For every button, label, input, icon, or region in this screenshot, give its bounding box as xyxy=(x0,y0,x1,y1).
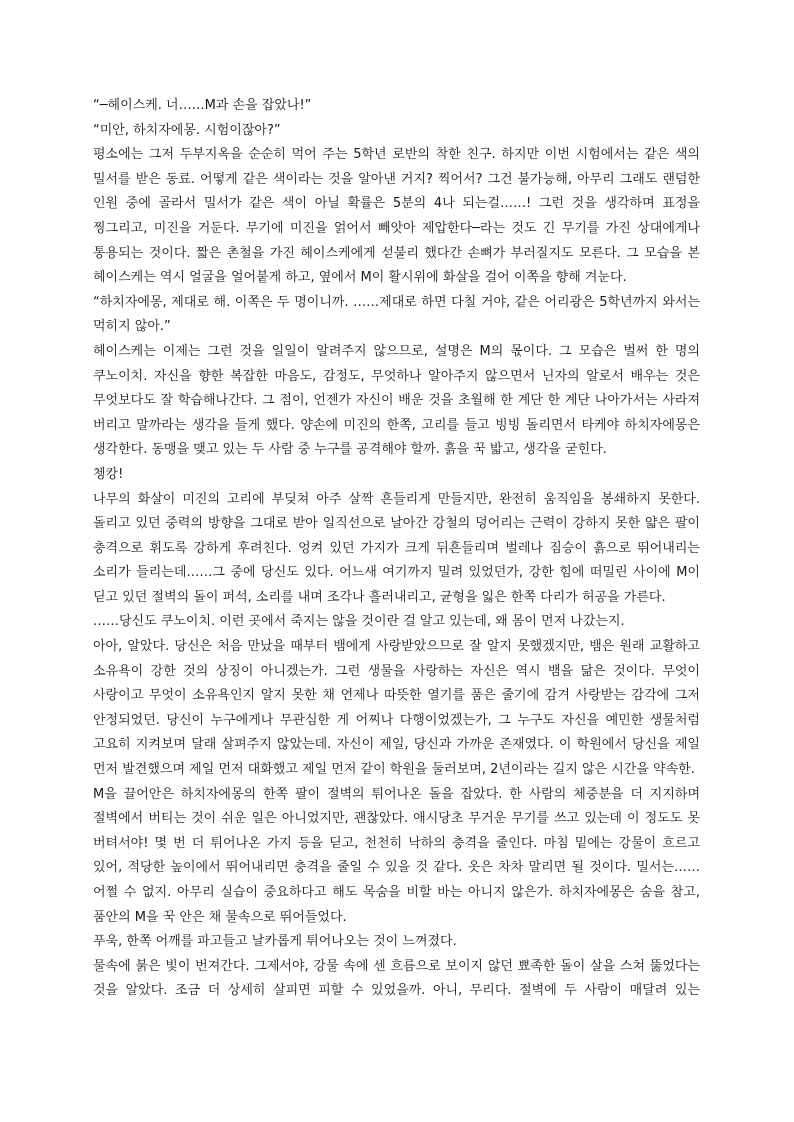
paragraph-11: 푸욱, 한쪽 어깨를 파고들고 날카롭게 튀어나오는 것이 느껴졌다. xyxy=(93,934,457,950)
paragraph-12: 물속에 붉은 빛이 번져간다. 그제서야, 강물 속에 센 흐름으로 보이지 않던 뾰족한 돌이 살을 스쳐 뚫었다는 것을 알았다. 조금 더 상세히 살피면 피할 수 있었을까. 아니, 무리다. 절벽에 두 사람이 매달려 있는 xyxy=(93,958,700,999)
paragraph-6: 쳉캉! xyxy=(93,466,124,482)
paragraph-10: M을 끌어안은 하치자에몽의 한쪽 팔이 절벽의 튀어나온 돌을 잡았다. 한 사람의 체중분을 더 지지하며 절벽에서 버티는 것이 쉬운 일은 아니었지만, 괜찮았다. 애시당초 무거운 무기를 쓰고 있는데 이 정도도 못 버텨서야! 몇 번 더 튀어나온 가지 등을 딛고, 천천히 낙하의 충격을 줄인다. 마침 밑에는 강물이 흐르고 있어, 적당한 높이에서 뛰어내리면 충격을 줄일 수 있을 것 같다. 옷은 차차 말리면 될 것이다. 밀서는…… 어쩔 수 없지. 아무리 실습이 중요하다고 해도 목숨을 비할 바는 아니지 않은가. 하치자에몽은 숨을 참고, 품안의 M을 꾹 안은 채 물속으로 뛰어들었다. xyxy=(93,786,700,925)
paragraph-8: ……당신도 쿠노이치. 이런 곳에서 죽지는 않을 것이란 걸 알고 있는데, 왜 몸이 먼저 나갔는지. xyxy=(93,614,625,630)
paragraph-7: 나무의 화살이 미진의 고리에 부딪쳐 아주 살짝 흔들리게 만들지만, 완전히 움직임을 봉쇄하지 못한다. 돌리고 있던 중력의 방향을 그대로 받아 일직선으로 날아간 강철의 덩어리는 근력이 강하지 못한 얇은 팔이 충격으로 휘도록 강하게 후려친다. 엉켜 있던 가지가 크게 뒤흔들리며 벌레나 짐승이 흙으로 뛰어내리는 소리가 들리는데……그 중에 당신도 있다. 어느새 여기까지 밀려 있었던가, 강한 힘에 떠밀린 사이에 M이 딛고 있던 절벽의 돌이 퍼석, 소리를 내며 조각나 흘러내리고, 균형을 잃은 한쪽 다리가 허공을 가른다. xyxy=(93,491,700,605)
paragraph-4: “하치자에몽, 제대로 해. 이쪽은 두 명이니까. ……제대로 하면 다칠 거야, 같은 어리광은 5학년까지 와서는 먹히지 않아.” xyxy=(93,294,700,335)
paragraph-9: 아아, 알았다. 당신은 처음 만났을 때부터 뱀에게 사랑받았으므로 잘 알지 못했겠지만, 뱀은 원래 교활하고 소유욕이 강한 것의 상징이 아니겠는가. 그런 생물을 사랑하는 자신은 역시 뱀을 닮은 것이다. 무엇이 사랑이고 무엇이 소유욕인지 알지 못한 채 언제나 따뜻한 열기를 품은 줄기에 감겨 사랑받는 감각에 그저 안정되었던. 당신이 누구에게나 무관심한 게 어찌나 다행이었겠는가, 그 누구도 자신을 예민한 생물처럼 고요히 지켜보며 달래 살펴주지 않았는데. 자신이 제일, 당신과 가까운 존재였다. 이 학원에서 당신을 제일 먼저 발견했으며 제일 먼저 대화했고 제일 먼저 같이 학원을 둘러보며, 2년이라는 길지 않은 시간을 약속한. xyxy=(93,639,700,778)
paragraph-5: 헤이스케는 이제는 그런 것을 일일이 알려주지 않으므로, 설명은 M의 몫이다. 그 모습은 벌써 한 명의 쿠노이치. 자신을 향한 복잡한 마음도, 감정도, 무엇하나 알아주지 않으면서 닌자의 알로서 배우는 것은 무엇보다도 잘 학습해나간다. 그 점이, 언젠가 자신이 배운 것을 초월해 한 계단 한 계단 나아가서는 사라져 버리고 말까라는 생각을 들게 했다. 양손에 미진의 한쪽, 고리를 들고 빙빙 돌리면서 타케야 하치자에몽은 생각한다. 동맹을 맺고 있는 두 사람 중 누구를 공격해야 할까. 흙을 꾹 밟고, 생각을 굳힌다. xyxy=(93,343,700,458)
paragraph-2: “미안, 하치자에몽. 시험이잖아?” xyxy=(93,122,281,138)
document-page xyxy=(93,94,700,1004)
paragraph-3: 평소에는 그저 두부지옥을 순순히 먹어 주는 5학년 로반의 착한 친구. 하지만 이번 시험에서는 같은 색의 밀서를 받은 동료. 어떻게 같은 색이라는 것을 알아낸 거지? 찍어서? 그건 불가능해, 아무리 그래도 랜덤한 인원 중에 골라서 밀서가 같은 색이 아닐 확률은 5분의 4나 되는걸……! 그런 것을 생각하며 표정을 찡그리고, 미진을 거둔다. 무기에 미진을 얽어서 빼앗아 제압한다─라는 것도 긴 무기를 가진 상대에게나 통용되는 것이다. 짧은 촌철을 가진 헤이스케에게 섣불리 했다간 손뼈가 부러질지도 모른다. 그 모습을 본 헤이스케는 역시 얼굴을 얼어붙게 하고, 옆에서 M이 활시위에 화살을 걸어 이쪽을 향해 겨눈다. xyxy=(93,147,700,286)
paragraph-1: “─헤이스케. 너……M과 손을 잡았나!” xyxy=(93,98,312,113)
